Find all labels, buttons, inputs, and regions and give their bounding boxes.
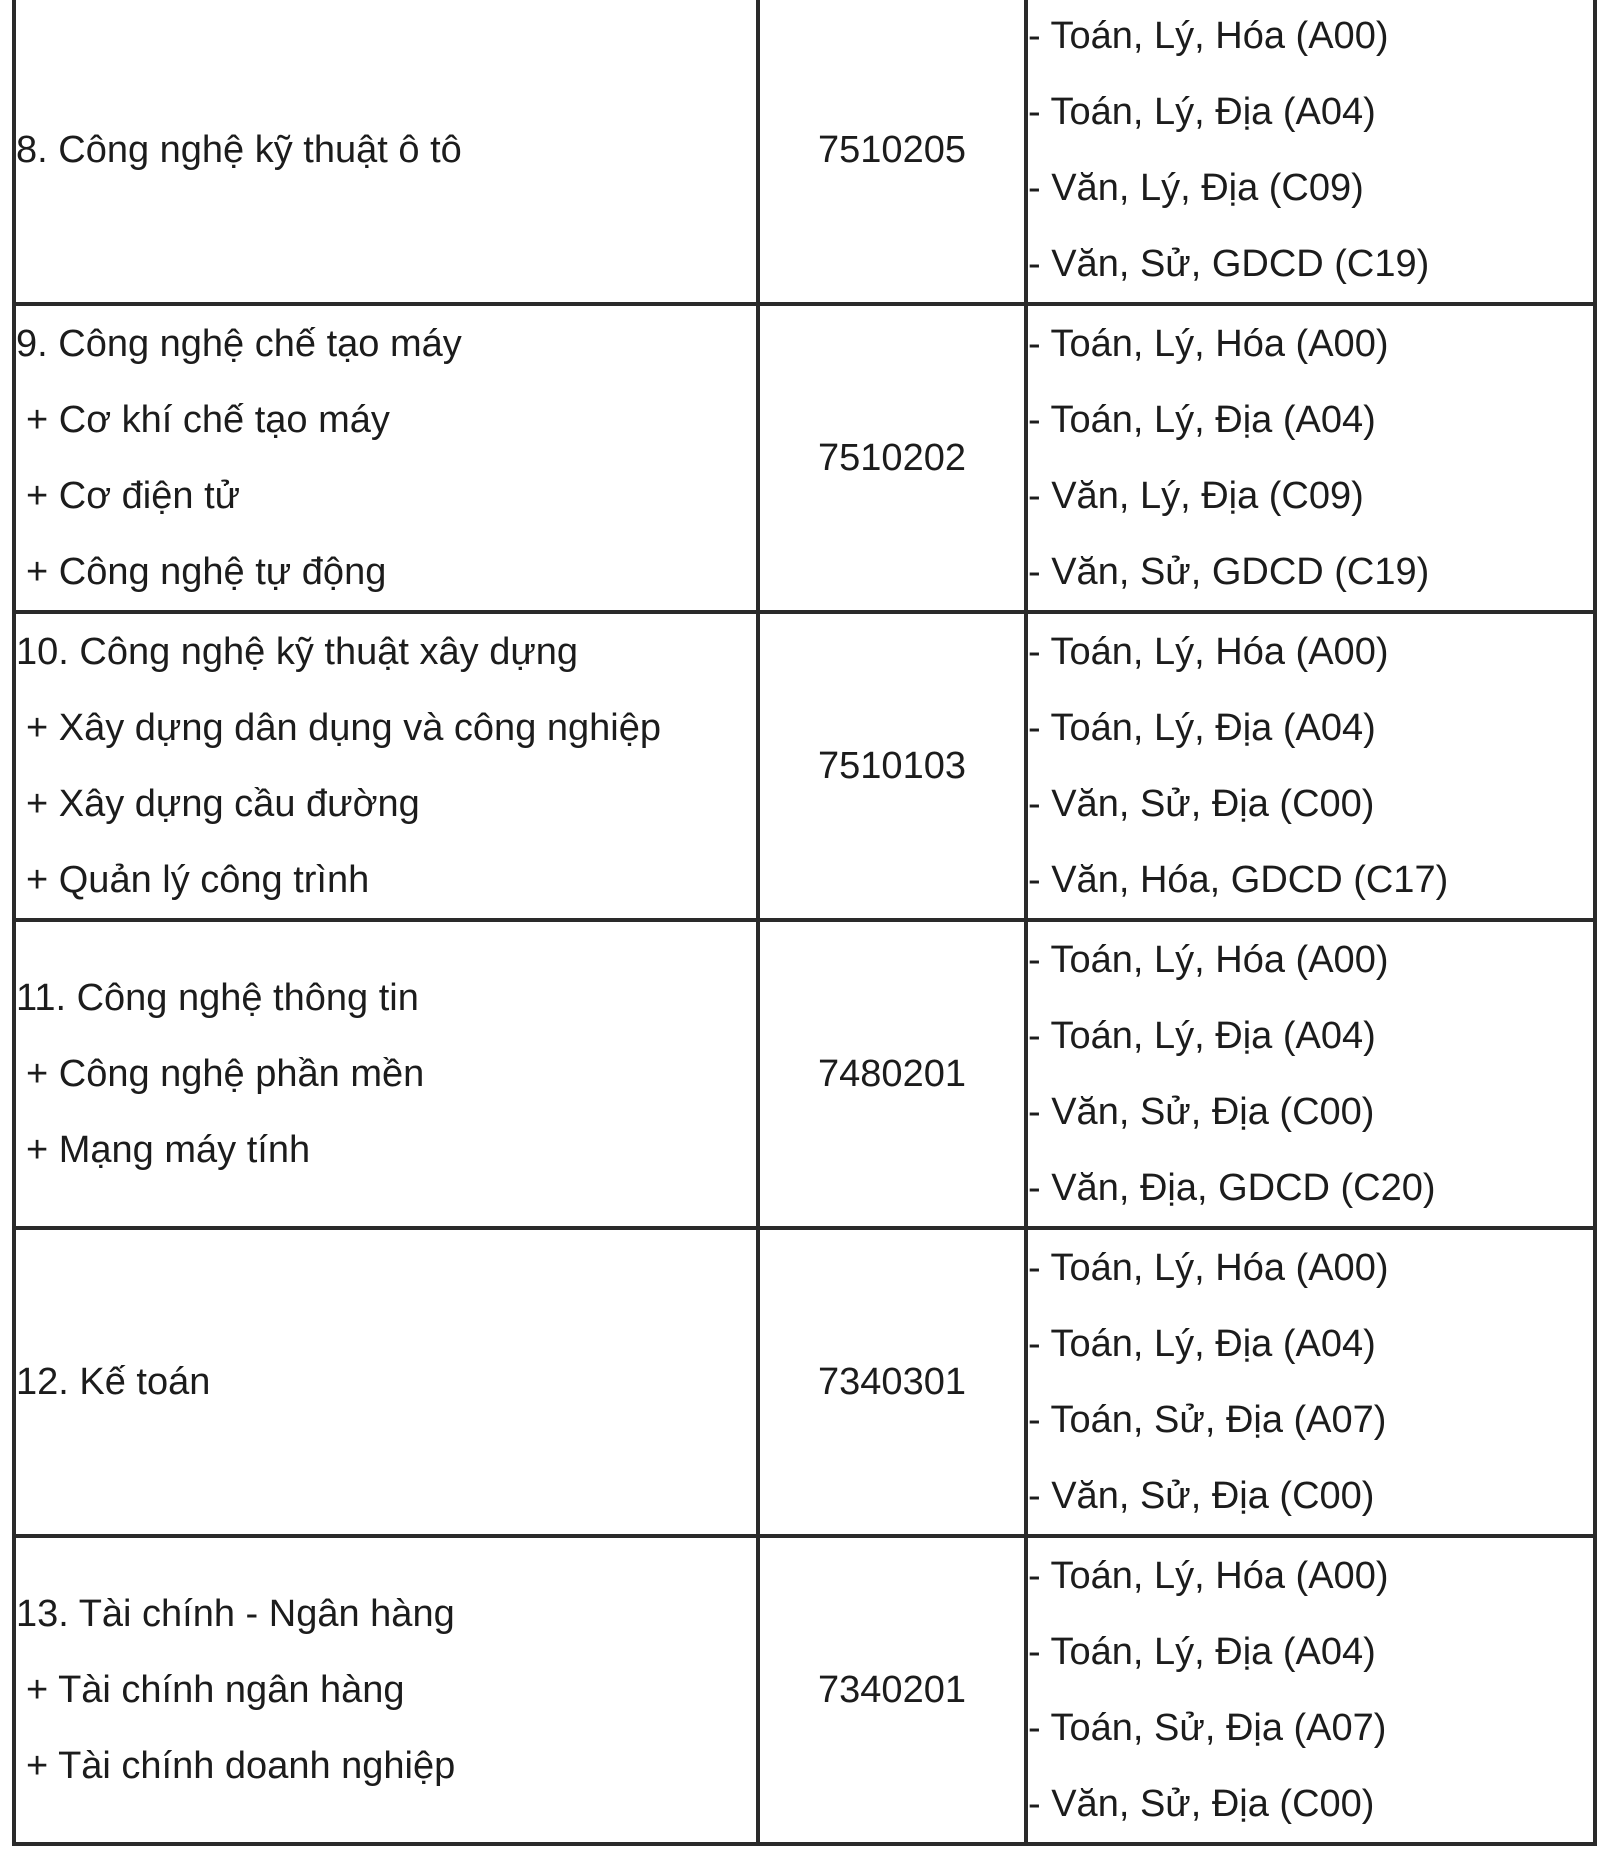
specialization: + Cơ điện tử [26, 475, 241, 517]
major-name: 13. Tài chính - Ngân hàng [16, 1593, 455, 1635]
major-code-cell [758, 1536, 1026, 1844]
major-name: 11. Công nghệ thông tin [16, 977, 419, 1019]
subject-combos-cell [1026, 1536, 1595, 1844]
major-code-cell [758, 1228, 1026, 1536]
table-row [14, 1228, 1595, 1536]
subject-combo: - Toán, Lý, Địa (A04) [1028, 1631, 1376, 1673]
major-name: 8. Công nghệ kỹ thuật ô tô [16, 129, 462, 171]
subject-combo: - Toán, Lý, Địa (A04) [1028, 91, 1376, 133]
subject-combo: - Văn, Sử, Địa (C00) [1028, 1783, 1375, 1825]
specialization: + Công nghệ phần mền [26, 1053, 425, 1095]
subject-combo: - Toán, Lý, Địa (A04) [1028, 1015, 1376, 1057]
subject-combo: - Toán, Lý, Hóa (A00) [1028, 1247, 1389, 1289]
subject-combo: - Văn, Sử, Địa (C00) [1028, 1091, 1375, 1133]
subject-combo: - Văn, Sử, GDCD (C19) [1028, 551, 1430, 593]
subject-combo: - Toán, Sử, Địa (A07) [1028, 1707, 1387, 1749]
major-code: 7510205 [818, 129, 966, 171]
major-code-cell [758, 612, 1026, 920]
major-code-cell [758, 0, 1026, 304]
major-name: 12. Kế toán [16, 1361, 211, 1403]
table-row [14, 0, 1595, 304]
major-name-cell [14, 612, 758, 920]
major-name-cell [14, 1536, 758, 1844]
subject-combo: - Toán, Lý, Hóa (A00) [1028, 939, 1389, 981]
subject-combo: - Toán, Lý, Địa (A04) [1028, 399, 1376, 441]
major-code-cell [758, 920, 1026, 1228]
subject-combo: - Toán, Lý, Địa (A04) [1028, 707, 1376, 749]
specialization: + Cơ khí chế tạo máy [26, 399, 390, 441]
major-code: 7510202 [818, 437, 966, 479]
subject-combo: - Toán, Sử, Địa (A07) [1028, 1399, 1387, 1441]
major-name: 10. Công nghệ kỹ thuật xây dựng [16, 631, 579, 673]
subject-combos-cell [1026, 612, 1595, 920]
subject-combo: - Toán, Lý, Hóa (A00) [1028, 15, 1389, 57]
specialization: + Xây dựng cầu đường [26, 783, 420, 825]
major-code-cell [758, 304, 1026, 612]
subject-combo: - Văn, Lý, Địa (C09) [1028, 475, 1364, 517]
table-row [14, 920, 1595, 1228]
major-name: 9. Công nghệ chế tạo máy [16, 323, 462, 365]
major-name-cell [14, 0, 758, 304]
table-row [14, 304, 1595, 612]
subject-combo: - Toán, Lý, Địa (A04) [1028, 1323, 1376, 1365]
specialization: + Tài chính ngân hàng [26, 1669, 405, 1711]
subject-combos-cell [1026, 1228, 1595, 1536]
subject-combo: - Văn, Sử, GDCD (C19) [1028, 243, 1430, 285]
major-code: 7340201 [818, 1669, 966, 1711]
specialization: + Xây dựng dân dụng và công nghiệp [26, 707, 661, 749]
specialization: + Công nghệ tự động [26, 551, 387, 593]
major-code: 7340301 [818, 1361, 966, 1403]
subject-combos-cell [1026, 920, 1595, 1228]
majors-table [12, 0, 1597, 1846]
table-row [14, 1536, 1595, 1844]
subject-combos-cell [1026, 304, 1595, 612]
major-name-cell [14, 1228, 758, 1536]
major-name-cell [14, 920, 758, 1228]
subject-combo: - Toán, Lý, Hóa (A00) [1028, 323, 1389, 365]
specialization: + Mạng máy tính [26, 1129, 311, 1171]
major-code: 7510103 [818, 745, 966, 787]
subject-combo: - Toán, Lý, Hóa (A00) [1028, 1555, 1389, 1597]
specialization: + Quản lý công trình [26, 859, 370, 901]
major-name-cell [14, 304, 758, 612]
major-code: 7480201 [818, 1053, 966, 1095]
subject-combo: - Văn, Lý, Địa (C09) [1028, 167, 1364, 209]
table-row [14, 612, 1595, 920]
subject-combo: - Văn, Địa, GDCD (C20) [1028, 1167, 1436, 1209]
subject-combo: - Văn, Sử, Địa (C00) [1028, 1475, 1375, 1517]
subject-combo: - Văn, Sử, Địa (C00) [1028, 783, 1375, 825]
subject-combo: - Văn, Hóa, GDCD (C17) [1028, 859, 1449, 901]
specialization: + Tài chính doanh nghiệp [26, 1745, 456, 1787]
subject-combo: - Toán, Lý, Hóa (A00) [1028, 631, 1389, 673]
subject-combos-cell [1026, 0, 1595, 304]
